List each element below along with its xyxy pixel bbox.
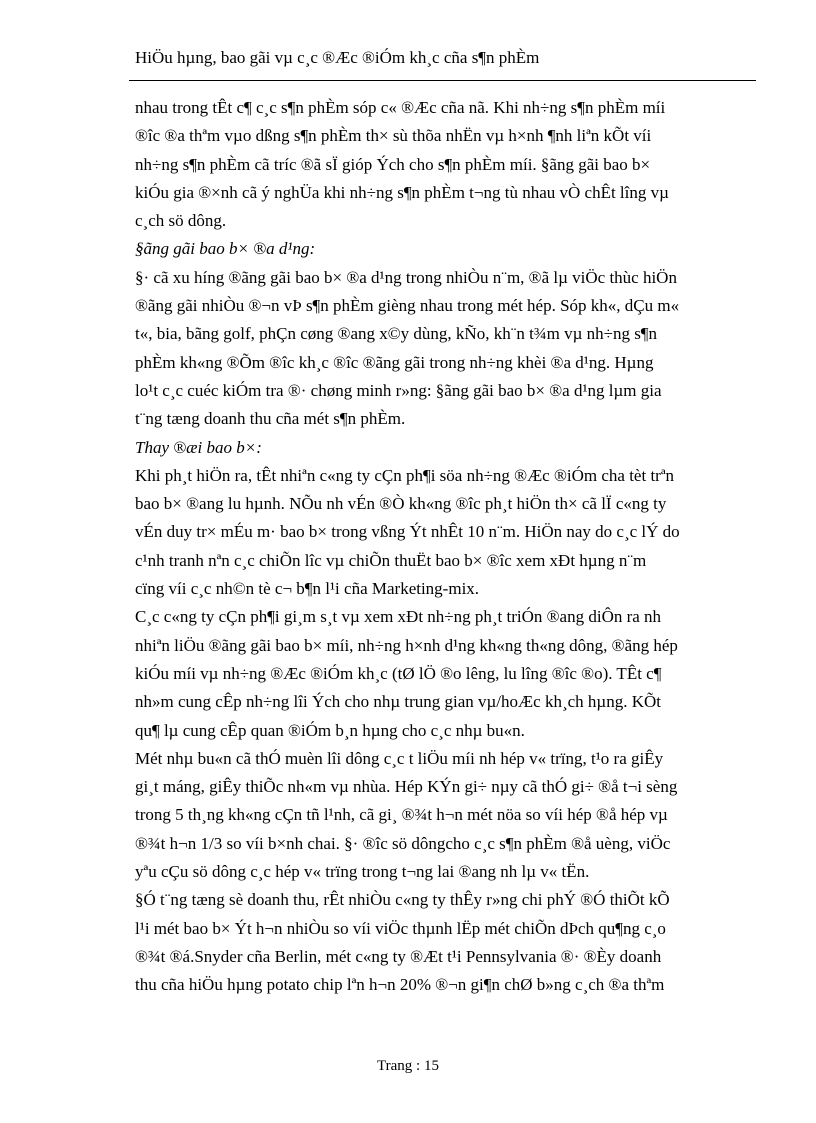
text-line: lo¹t c¸c cuéc kiÓm tra ®· chøng minh r»ng: §ãng gãi bao b× ®a d¹ng lµm gia — [135, 380, 662, 400]
text-line: t¨ng tæng doanh thu cña mét s¶n phÈm. — [135, 409, 406, 429]
page-number: Trang : 15 — [377, 1058, 439, 1074]
text-line: kiÓu gia ®×nh cã ý nghÜa khi nh÷ng s¶n phÈm t¬ng tù nhau vÒ chÊt lîng vµ — [135, 182, 669, 202]
text-line: c¸ch sö dông. — [135, 211, 227, 231]
text-line: trong 5 th¸ng kh«ng cÇn tñ l¹nh, cã gi¸ ®¾t h¬n mét nöa so víi hép ®å hép vµ — [135, 805, 668, 825]
header-divider — [129, 80, 756, 81]
text-line: ®¾t ®á.Snyder cña Berlin, mét c«ng ty ®Æt t¹i Pennsylvania ®· ®Èy doanh — [135, 946, 662, 966]
text-line: Mét nhµ bu«n cã thÓ muèn lîi dông c¸c t liÖu míi nh hép v« trïng, t¹o ra giÊy — [135, 748, 664, 768]
text-line: §Ó t¨ng tæng sè doanh thu, rÊt nhiÒu c«ng ty thÊy r»ng chi phÝ ®Ó thiÕt kÕ — [135, 890, 670, 910]
text-line: gi¸t máng, giÊy thiÕc nh«m vµ nhùa. Hép KÝn gi÷ nµy cã thÓ gi÷ ®å t¬i sèng — [135, 777, 678, 797]
text-line: nhau trong tÊt c¶ c¸c s¶n phÈm sóp c« ®Æc cña nã. Khi nh÷ng s¶n phÈm míi — [135, 98, 666, 117]
text-line: l¹i mét bao b× Ýt h¬n nhiÒu so víi viÖc thµnh lËp mét chiÕn dÞch qu¶ng c¸o — [135, 918, 666, 938]
text-line: thu cña hiÖu hµng potato chip lªn h¬n 20% ®¬n gi¶n chØ b»ng c¸ch ®a thªm — [135, 975, 665, 995]
text-line: kiÓu míi vµ nh÷ng ®Æc ®iÓm kh¸c (tØ lÖ ®o lêng, lu lîng ®îc ®o). TÊt c¶ — [135, 663, 662, 683]
text-line: ®ãng gãi nhiÒu ®¬n vÞ s¶n phÈm gièng nhau trong mét hép. Sóp kh«, dÇu m« — [135, 296, 680, 316]
text-line: nh÷ng s¶n phÈm cã tríc ®ã sÏ gióp Ých cho s¶n phÈm míi. §ãng gãi bao b× — [135, 154, 651, 174]
text-line: ®îc ®a thªm vµo dßng s¶n phÈm th× sù thõa nhËn vµ h×nh ¶nh liªn kÕt víi — [135, 126, 652, 146]
body-text — [135, 94, 757, 1000]
text-line: C¸c c«ng ty cÇn ph¶i gi¸m s¸t vµ xem xÐt nh÷ng ph¸t triÓn ®ang diÔn ra nh — [135, 607, 662, 627]
text-line: qu¶ lµ cung cÊp quan ®iÓm b¸n hµng cho c¸c nhµ bu«n. — [135, 720, 525, 740]
text-line: vÉn duy tr× mÉu m· bao b× trong vßng Ýt nhÊt 10 n¨m. HiÖn nay do c¸c lÝ do — [135, 522, 680, 542]
text-line: nh»m cung cÊp nh÷ng lîi Ých cho nhµ trung gian vµ/hoÆc kh¸ch hµng. KÕt — [135, 692, 661, 712]
text-line: Khi ph¸t hiÖn ra, tÊt nhiªn c«ng ty cÇn ph¶i söa nh÷ng ®Æc ®iÓm cha tèt trªn — [135, 465, 675, 485]
text-line: c¹nh tranh nªn c¸c chiÕn lîc vµ chiÕn thuËt bao b× ®îc xem xÐt hµng n¨m — [135, 550, 647, 570]
text-line: cïng víi c¸c nh©n tè c¬ b¶n l¹i cña Marketing-mix. — [135, 579, 480, 599]
section-heading: §ãng gãi bao b× ®a d¹ng: — [135, 239, 316, 259]
text-line: bao b× ®ang lu hµnh. NÕu nh vÉn ®Ò kh«ng ®îc ph¸t hiÖn th× cã lÏ c«ng ty — [135, 494, 667, 514]
text-line: §· cã xu híng ®ãng gãi bao b× ®a d¹ng trong nhiÒu n¨m, ®ã lµ viÖc thùc hiÖn — [135, 267, 677, 287]
text-line: nhiªn liÖu ®ãng gãi bao b× míi, nh÷ng h×nh d¹ng kh«ng th«ng dông, ®ãng hép — [135, 635, 678, 655]
text-line: ®¾t h¬n 1/3 so víi b×nh chai. §· ®îc sö dôngcho c¸c s¶n phÈm ®å uèng, viÖc — [135, 833, 671, 853]
text-line: yªu cÇu sö dông c¸c hép v« trïng trong t¬ng lai ®ang nh lµ v« tËn. — [135, 862, 590, 882]
text-line: phÈm kh«ng ®Õm ®îc kh¸c ®îc ®ãng gãi trong nh÷ng khèi ®a d¹ng. Hµng — [135, 352, 654, 372]
text-line: t«, bia, bãng golf, phÇn cøng ®ang x©y dùng, kÑo, kh¨n t¾m vµ nh÷ng s¶n — [135, 324, 658, 344]
page-header: HiÖu hµng, bao gãi vµ c¸c ®Æc ®iÓm kh¸c cña s¶n phÈm — [135, 48, 540, 67]
section-heading: Thay ®æi bao b×: — [135, 437, 262, 457]
